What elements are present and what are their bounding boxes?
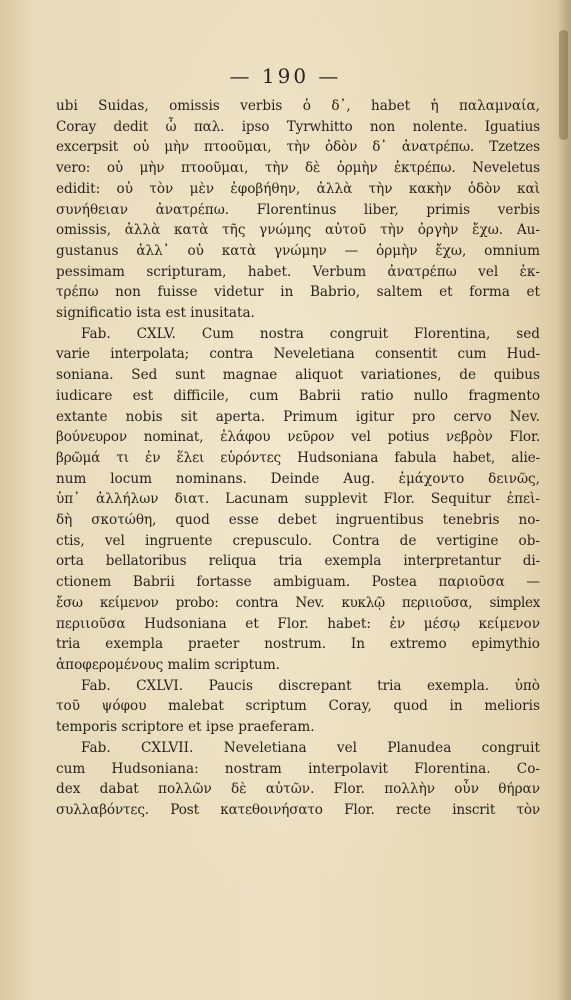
text-line: varie interpolata; contra Neveletiana consentit cum Hud- (56, 346, 540, 363)
text-line: τοῦ ψόφου malebat scriptum Coray, quod in melioris (56, 698, 540, 715)
body-text (56, 96, 540, 821)
text-line: ἔσω κείμενον probo: contra Nev. κυκλῷ περιιοῦσα, simplex (56, 594, 540, 611)
page-edge-shadow (557, 0, 571, 1000)
text-line: gustanus ἀλλ᾽ οὐ κατὰ γνώμην — ὀρμὴν ἔχω, omnium (56, 242, 540, 259)
text-line: temporis scriptore et ipse praeferam. (56, 719, 315, 736)
text-line: dex dabat πολλῶν δὲ αὐτῶν. Flor. πολλὴν οὖν θήραν (56, 781, 540, 798)
text-line: Fab. CXLV. Cum nostra congruit Florentina, sed (81, 325, 540, 342)
text-line: δὴ σκοτώθη, quod esse debet ingruentibus tenebris no- (56, 512, 540, 529)
text-line: cum Hudsoniana: nostram interpolavit Florentina. Co- (56, 760, 540, 777)
text-line: περιιοῦσα Hudsoniana et Flor. habet: ἐν μέσῳ κείμενον (56, 615, 540, 632)
text-line: τρέπω non fuisse videtur in Babrio, saltem et forma et (56, 284, 540, 301)
text-line: ἀποφερομένους malim scriptum. (56, 656, 281, 673)
text-line: ubi Suidas, omissis verbis ὁ δ᾽, habet ἡ παλαμναία, (56, 98, 540, 114)
text-line: soniana. Sed sunt magnae aliquot variationes, de quibus (56, 367, 540, 384)
text-line: βούνευρον nominat, ἐλάφου νεῦρον vel potius νεβρὸν Flor. (56, 429, 540, 446)
text-line: Fab. CXLVII. Neveletiana vel Planudea congruit (81, 739, 540, 756)
text-line: Coray dedit ὦ παλ. ipso Tyrwhitto non nolente. Iguatius (56, 118, 540, 135)
text-line: excerpsit οὐ μὴν πτοοῦμαι, τὴν ὁδὸν δ᾽ ἀνατρέπω. Tzetzes (56, 139, 540, 156)
text-line: ὑπ᾽ ἀλλήλων διατ. Lacunam supplevit Flor. Sequitur ἐπεὶ- (56, 491, 540, 508)
text-line: tria exempla praeter nostrum. In extremo epimythio (56, 636, 540, 653)
text-line: συνήθειαν ἀνατρέπω. Florentinus liber, primis verbis (56, 201, 540, 218)
text-line: Fab. CXLVI. Paucis discrepant tria exempla. ὑπὸ (81, 677, 540, 694)
page-number: — 190 — (229, 64, 342, 88)
text-line: iudicare est difficile, cum Babrii ratio nullo fragmento (56, 387, 540, 404)
text-line: συλλαβόντες. Post κατεθοινήσατο Flor. recte inscrit τὸν (56, 801, 540, 818)
text-line: ctionem Babrii fortasse ambiguam. Postea παριοῦσα — (56, 574, 540, 591)
text-line: extante nobis sit aperta. Primum igitur pro cervo Nev. (56, 408, 540, 425)
text-line: significatio ista est inusitata. (56, 305, 255, 322)
text-line: vero: οὐ μὴν πτοοῦμαι, τὴν δὲ ὁρμὴν ἐκτρέπω. Neveletus (56, 160, 540, 177)
text-line: edidit: οὐ τὸν μὲν ἐφοβήθην, ἀλλὰ τὴν κακὴν ὁδὸν καὶ (56, 180, 540, 197)
text-line: pessimam scripturam, habet. Verbum ἀνατρέπω vel ἐκ- (56, 263, 540, 280)
text-line: βρῶμά τι ἐν ἕλει εὑρόντες Hudsoniana fabula habet, alie- (56, 449, 540, 466)
text-line: omissis, ἀλλὰ κατὰ τῆς γνώμης αὐτοῦ τὴν ὀργὴν ἔχω. Au- (56, 222, 540, 239)
text-line: orta bellatoribus reliqua tria exempla interpretantur di- (56, 553, 540, 570)
text-line: num locum nominans. Deinde Aug. ἐμάχοντο δεινῶς, (56, 470, 540, 487)
text-line: ctis, vel ingruente crepusculo. Contra de vertigine ob- (56, 532, 540, 549)
